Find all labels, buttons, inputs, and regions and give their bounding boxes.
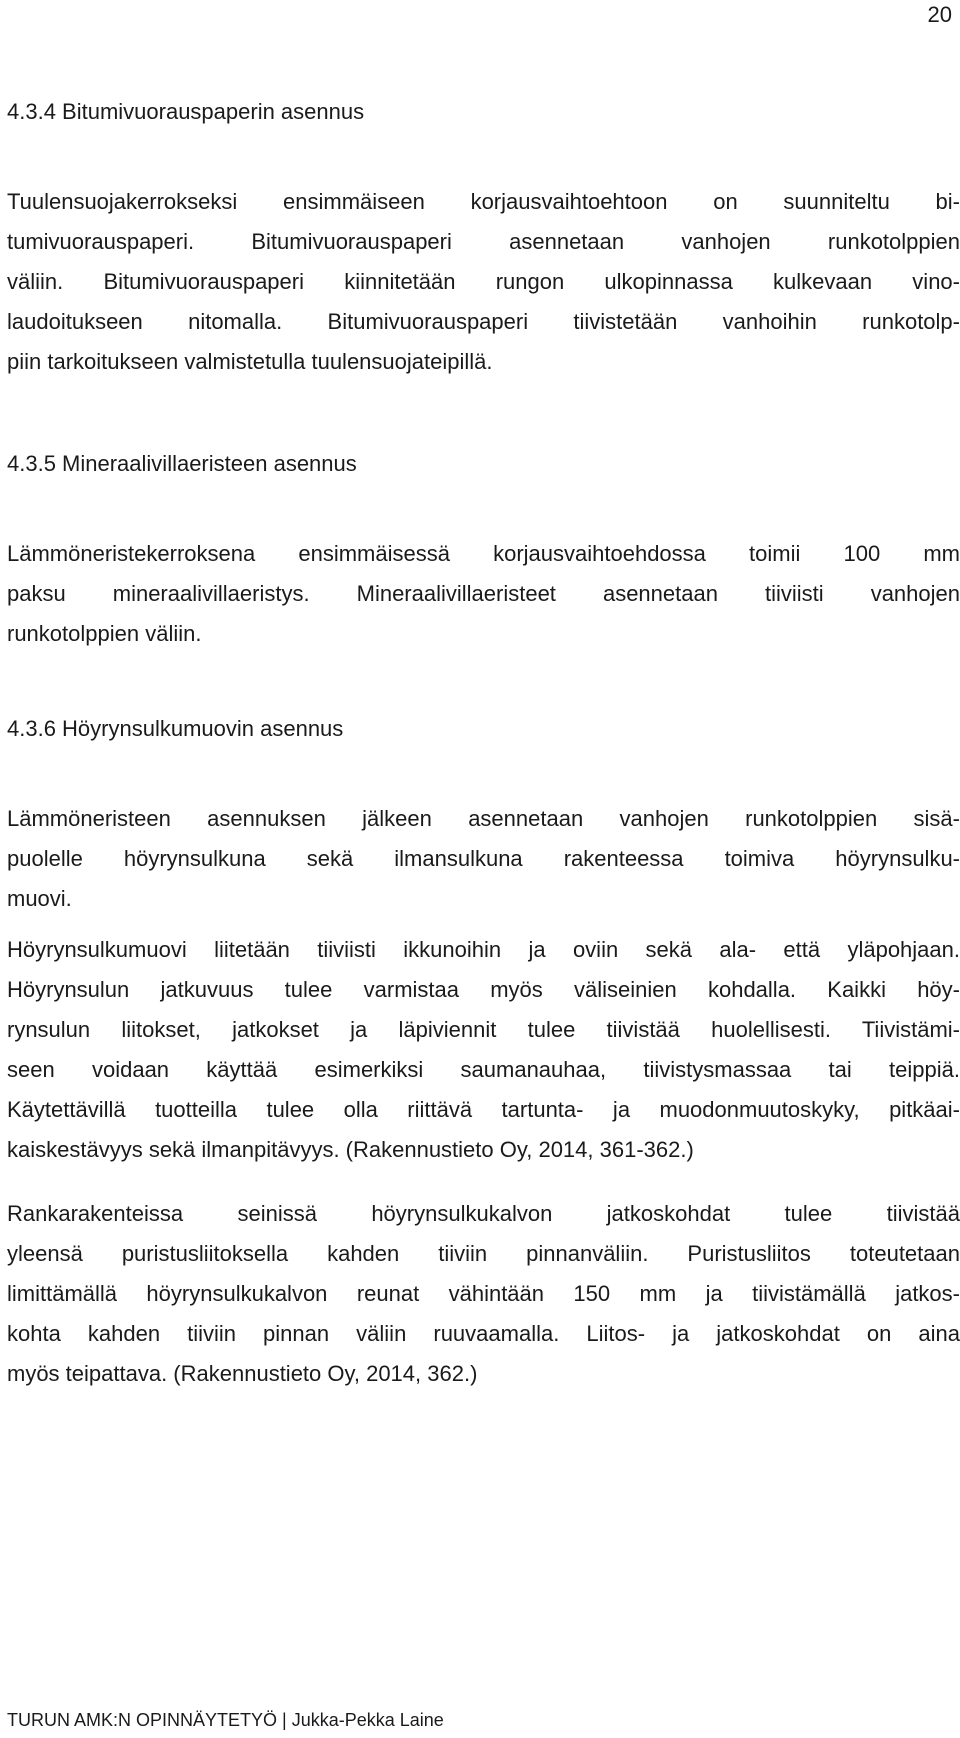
text-line: kaiskestävyys sekä ilmanpitävyys. (Rakennustieto Oy, 2014, 361-362.) (7, 1137, 694, 1162)
text-line: limittämällä höyrynsulkukalvon reunat vähintään 150 mm ja tiivistämällä jatkos- (7, 1281, 960, 1306)
text-line: puolelle höyrynsulkuna sekä ilmansulkuna rakenteessa toimiva höyrynsulku- (7, 846, 960, 871)
text-line: tumivuorauspaperi. Bitumivuorauspaperi asennetaan vanhojen runkotolppien (7, 229, 960, 254)
paragraph (7, 1194, 960, 1394)
text-line: Lämmöneristekerroksena ensimmäisessä korjausvaihtoehdossa toimii 100 mm (7, 541, 960, 566)
section-heading-4-3-4: 4.3.4 Bitumivuorauspaperin asennus (7, 99, 365, 124)
paragraph (7, 534, 960, 654)
text-line: Tuulensuojakerrokseksi ensimmäiseen korjausvaihtoehtoon on suunniteltu bi- (7, 189, 960, 214)
text-line: yleensä puristusliitoksella kahden tiiviin pinnanväliin. Puristusliitos toteutetaan (7, 1241, 960, 1266)
text-line: runkotolppien väliin. (7, 621, 202, 646)
paragraph (7, 799, 960, 919)
section-heading-4-3-5: 4.3.5 Mineraalivillaeristeen asennus (7, 451, 357, 476)
text-line: paksu mineraalivillaeristys. Mineraalivillaeristeet asennetaan tiiviisti vanhojen (7, 581, 960, 606)
text-line: Höyrynsulun jatkuvuus tulee varmistaa myös väliseinien kohdalla. Kaikki höy- (7, 977, 960, 1002)
text-line: laudoitukseen nitomalla. Bitumivuorauspaperi tiivistetään vanhoihin runkotolp- (7, 309, 960, 334)
section-heading-4-3-6: 4.3.6 Höyrynsulkumuovin asennus (7, 716, 344, 741)
text-line: muovi. (7, 886, 72, 911)
text-line: piin tarkoitukseen valmistetulla tuulensuojateipillä. (7, 349, 493, 374)
text-line: Rankarakenteissa seinissä höyrynsulkukalvon jatkoskohdat tulee tiivistää (7, 1201, 960, 1226)
text-line: myös teipattava. (Rakennustieto Oy, 2014, 362.) (7, 1361, 478, 1386)
text-line: rynsulun liitokset, jatkokset ja läpiviennit tulee tiivistää huolellisesti. Tiivistämi- (7, 1017, 960, 1042)
page-number: 20 (927, 2, 952, 27)
text-line: Höyrynsulkumuovi liitetään tiiviisti ikkunoihin ja oviin sekä ala- että yläpohjaan. (7, 937, 960, 962)
text-line: Lämmöneristeen asennuksen jälkeen asennetaan vanhojen runkotolppien sisä- (7, 806, 960, 831)
text-line: seen voidaan käyttää esimerkiksi saumanauhaa, tiivistysmassaa tai teippiä. (7, 1057, 960, 1082)
page-footer: TURUN AMK:N OPINNÄYTETYÖ | Jukka-Pekka Laine (7, 1710, 444, 1730)
text-line: Käytettävillä tuotteilla tulee olla riittävä tartunta- ja muodonmuutoskyky, pitkäai- (7, 1097, 960, 1122)
paragraph (7, 930, 960, 1170)
text-line: väliin. Bitumivuorauspaperi kiinnitetään rungon ulkopinnassa kulkevaan vino- (7, 269, 960, 294)
paragraph (7, 182, 960, 382)
text-line: kohta kahden tiiviin pinnan väliin ruuvaamalla. Liitos- ja jatkoskohdat on aina (7, 1321, 960, 1346)
